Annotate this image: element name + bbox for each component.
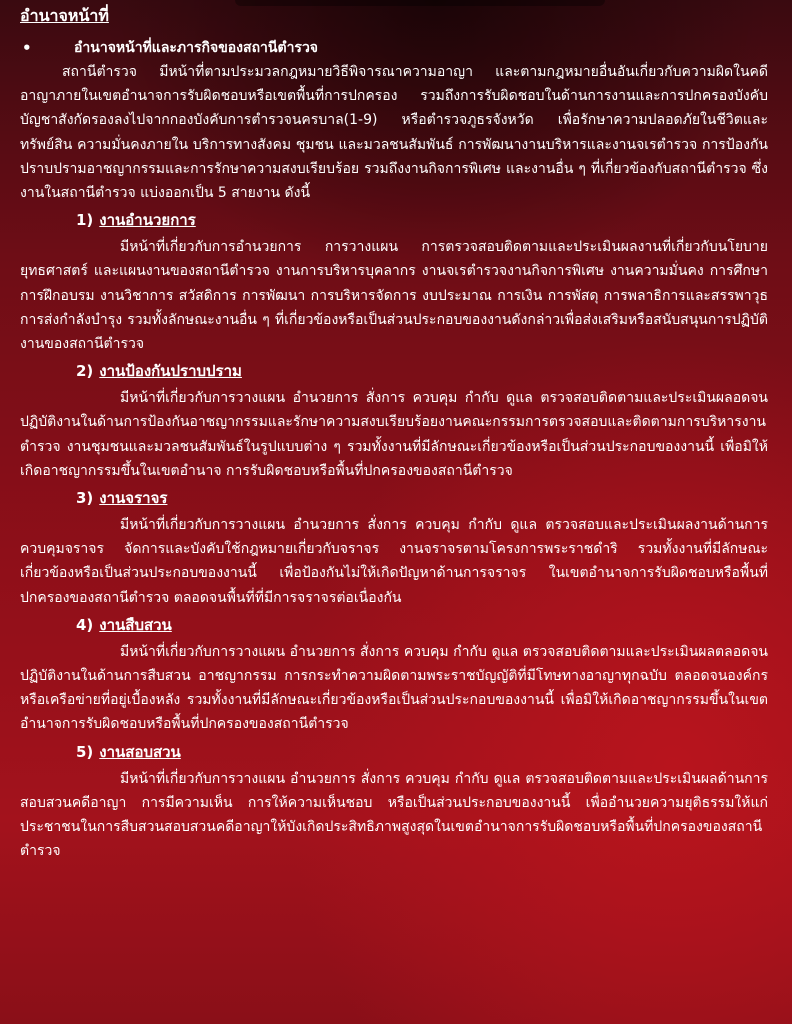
section-title: งานสอบสวน (99, 742, 181, 761)
section-body: มีหน้าที่เกี่ยวกับการวางแผน อำนวยการ สั่งการ ควบคุม กำกับ ดูแล ตรวจสอบและประเมินผลงานด้านการควบคุมจราจร จัดการและบังคับใช้กฎหมายเกี่ยวกับจราจร งานจราจรตามโครงการพระราชดำริ รวมทั้งงานที่มีลักษณะเกี่ยวข้องหรือเป็นส่วนประกอบของงานนี้ เพื่อป้องกันไม่ให้เกิดปัญหาด้านการจราจร ในเขตอำนาจการรับผิดชอบหรือพื้นที่ปกครองของสถานีตำรวจ ตลอดจนพื้นที่ที่มีการจราจรต่อเนื่องกัน (20, 517, 768, 606)
section-body: มีหน้าที่เกี่ยวกับการวางแผน อำนวยการ สั่งการ ควบคุม กำกับ ดูแล ตรวจสอบติดตามและประเมินผลด้านการสอบสวนคดีอาญา การมีความเห็น การให้ความเห็นชอบ หรือเป็นส่วนประกอบของงานนี้ เพื่ออำนวยความยุติธรรมให้แก่ประชาชนในการสืบสวนสอบสวนคดีอาญาให้บังเกิดประสิทธิภาพสูงสุดในเขตอำนาจการรับผิดชอบหรือพื้นที่ปกครองของสถานีตำรวจ (20, 770, 768, 860)
section-heading (76, 610, 768, 640)
bullet-icon: • (22, 39, 32, 57)
section-number: 2) (76, 362, 94, 381)
section-body: มีหน้าที่เกี่ยวกับการวางแผน อำนวยการ สั่งการ ควบคุม กำกับ ดูแล ตรวจสอบติดตามและประเมินผลตลอดจนปฏิบัติงานในด้านการสืบสวน อาชญากรรม การกระทำความผิดตามพระราชบัญญัติที่มีโทษทางอาญาทุกฉบับ ตลอดจนองค์กรหรือเครือข่ายที่อยู่เบื้องหลัง รวมทั้งงานที่มีลักษณะเกี่ยวข้องหรือเป็นส่วนประกอบของงานนี้ เพื่อมิให้เกิดอาชญากรรมขึ้นในเขตอำนาจการรับผิดชอบหรือพื้นที่ปกครองของสถานีตำรวจ (20, 643, 768, 733)
section-investigation (20, 610, 768, 737)
section-heading (76, 737, 768, 767)
section-crime-prevention (20, 356, 768, 483)
section-title: งานป้องกันปราบปราม (99, 362, 242, 381)
section-number: 1) (76, 211, 94, 230)
section-heading (76, 356, 768, 386)
section-heading (76, 205, 768, 235)
section-body: มีหน้าที่เกี่ยวกับการวางแผน อำนวยการ สั่งการ ควบคุม กำกับ ดูแล ตรวจสอบติดตามและประเมินผลอดจนปฏิบัติงานในด้านการป้องกันอาชญากรรมและรักษาความสงบเรียบร้อยงานคณะกรรมการตรวจสอบและติดตามการบริหารงานตำรวจ งานชุมชนและมวลชนสัมพันธ์ในรูปแบบต่าง ๆ รวมทั้งงานที่มีลักษณะเกี่ยวข้องหรือเป็นส่วนประกอบของงานนี้ เพื่อมิให้เกิดอาชญากรรมขึ้นในเขตอำนาจ การรับผิดชอบหรือพื้นที่ปกครองของสถานีตำรวจ (20, 390, 768, 479)
section-number: 4) (76, 615, 94, 634)
section-inquiry (20, 737, 768, 864)
bullet-heading-text: อำนาจหน้าที่และภารกิจของสถานีตำรวจ (74, 40, 319, 56)
section-number: 5) (76, 742, 94, 761)
page-title: อำนาจหน้าที่ (20, 6, 109, 25)
intro-paragraph: สถานีตำรวจ มีหน้าที่ตามประมวลกฎหมายวิธีพิจารณาความอาญา และตามกฎหมายอื่นอันเกี่ยวกับความผิดในคดีอาญาภายในเขตอำนาจการรับผิดชอบหรือเขตพื้นที่การปกครอง รวมถึงการรับผิดชอบในด้านการงานและการปกครองบังคับบัญชาสังกัดรองลงไปจากกองบังคับการตำรวจนครบาล(1-9) หรือตำรวจภูธรจังหวัด เพื่อรักษาความปลอดภัยในชีวิตและทรัพย์สิน ความมั่นคงภายใน บริการทางสังคม ชุมชน และมวลชนสัมพันธ์ การพัฒนางานบริหารและงานจเรตำรวจ การป้องกันปราบปรามอาชญากรรมและการรักษาความสงบเรียบร้อย รวมถึงงานกิจการพิเศษ และงานอื่น ๆ ที่เกี่ยวข้องกับสถานีตำรวจ ซึ่งงานในสถานีตำรวจ แบ่งออกเป็น 5 สายงาน ดังนี้ (20, 64, 768, 202)
section-body: มีหน้าที่เกี่ยวกับการอำนวยการ การวางแผน การตรวจสอบติดตามและประเมินผลงานที่เกี่ยวกับนโยบาย ยุทธศาสตร์ และแผนงานของสถานีตำรวจ งานการบริหารบุคลากร งานจเรตำรวจงานกิจการพิเศษ งานความมั่นคง การศึกษา การฝึกอบรม งานวิชาการ สวัสดิการ การพัฒนา การบริหารจัดการ งบประมาณ การเงิน การพัสดุ การพลาธิการและสรรพาวุธ การส่งกำลังบำรุง รวมทั้งลักษณะงานอื่น ๆ ที่เกี่ยวข้องหรือเป็นส่วนประกอบของงานดังกล่าวเพื่อส่งเสริมหรือสนับสนุนการปฏิบัติงานของสถานีตำรวจ (20, 239, 768, 353)
document-page (20, 4, 768, 863)
section-administration (20, 205, 768, 356)
section-heading (76, 483, 768, 513)
section-title: งานสืบสวน (99, 615, 172, 634)
section-title: งานจราจร (99, 489, 168, 508)
section-traffic (20, 483, 768, 610)
section-title: งานอำนวยการ (99, 211, 196, 230)
bullet-heading (20, 36, 768, 60)
section-number: 3) (76, 489, 94, 508)
